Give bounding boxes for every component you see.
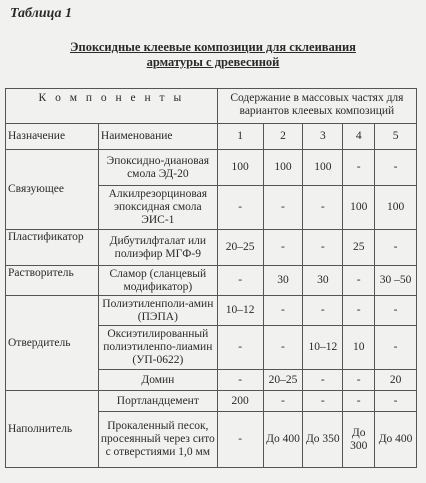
value-cell: -: [263, 296, 303, 326]
value-cell: 20–25: [217, 230, 263, 266]
component-name: Полиэтиленполи-амин (ПЭПА): [98, 296, 217, 326]
variant-header: 1: [217, 124, 263, 150]
value-cell: 30: [263, 266, 303, 296]
header-row-2: [6, 124, 417, 150]
value-cell: 30: [303, 266, 343, 296]
variant-header: 2: [263, 124, 303, 150]
value-cell: -: [375, 296, 417, 326]
table-row: [6, 230, 417, 266]
value-cell: -: [303, 391, 343, 412]
value-cell: -: [343, 391, 375, 412]
component-name: Сламор (сланцевый модификатор): [98, 266, 217, 296]
value-cell: -: [217, 326, 263, 370]
component-name: Прокаленный песок, просеянный через сито с отверстиями 1,0 мм: [98, 412, 217, 468]
value-cell: -: [217, 266, 263, 296]
value-cell: 10: [343, 326, 375, 370]
value-cell: 10–12: [217, 296, 263, 326]
value-cell: -: [375, 230, 417, 266]
value-cell: -: [217, 370, 263, 391]
value-cell: 25: [343, 230, 375, 266]
value-cell: -: [303, 296, 343, 326]
table-row: [6, 266, 417, 296]
value-cell: 200: [217, 391, 263, 412]
value-cell: До 350: [303, 412, 343, 468]
composition-table: [5, 88, 417, 468]
table-caption: Таблица 1: [10, 6, 72, 21]
value-cell: -: [343, 296, 375, 326]
value-cell: -: [303, 370, 343, 391]
component-name: Дибутилфталат или полиэфир МГФ-9: [98, 230, 217, 266]
title-line-2: арматуры с древесиной: [146, 55, 280, 69]
purpose-cell: Связующее: [6, 150, 99, 230]
component-name: Алкилрезорциновая эпоксидная смола ЭИС-1: [98, 186, 217, 230]
value-cell: -: [343, 266, 375, 296]
component-name: Портландцемент: [98, 391, 217, 412]
name-header: Наименование: [98, 124, 217, 150]
value-cell: -: [263, 391, 303, 412]
purpose-header: Назначение: [6, 124, 99, 150]
purpose-cell: Растворитель: [6, 266, 99, 296]
variant-header: 4: [343, 124, 375, 150]
header-row-1: [6, 89, 417, 124]
value-cell: 10–12: [303, 326, 343, 370]
value-cell: -: [303, 186, 343, 230]
component-name: Эпоксидно-диановая смола ЭД-20: [98, 150, 217, 186]
value-cell: 100: [217, 150, 263, 186]
value-cell: До 400: [263, 412, 303, 468]
table-row: [6, 296, 417, 326]
value-cell: -: [375, 150, 417, 186]
value-cell: -: [375, 391, 417, 412]
table-title: [0, 40, 426, 70]
value-cell: 100: [263, 150, 303, 186]
purpose-cell: Пластификатор: [6, 230, 99, 266]
value-cell: -: [263, 326, 303, 370]
value-cell: До 300: [343, 412, 375, 468]
variant-header: 3: [303, 124, 343, 150]
component-name: Оксиэтилированный полиэтиленпо-лиамин (УП-0622): [98, 326, 217, 370]
value-cell: -: [375, 326, 417, 370]
content-header: Содержание в массовых частях для вариантов клеевых композиций: [217, 89, 416, 124]
value-cell: 100: [375, 186, 417, 230]
value-cell: -: [303, 230, 343, 266]
value-cell: -: [343, 370, 375, 391]
table-row: [6, 391, 417, 412]
components-header: К о м п о н е н т ы: [6, 89, 218, 124]
value-cell: 20–25: [263, 370, 303, 391]
value-cell: 100: [343, 186, 375, 230]
purpose-cell: Наполнитель: [6, 391, 99, 468]
value-cell: 100: [303, 150, 343, 186]
table-row: [6, 150, 417, 186]
value-cell: -: [217, 186, 263, 230]
value-cell: 20: [375, 370, 417, 391]
title-line-1: Эпоксидные клеевые композиции для склеивания: [70, 40, 356, 54]
value-cell: -: [343, 150, 375, 186]
value-cell: 30 –50: [375, 266, 417, 296]
value-cell: -: [217, 412, 263, 468]
value-cell: До 400: [375, 412, 417, 468]
component-name: Домин: [98, 370, 217, 391]
value-cell: -: [263, 186, 303, 230]
purpose-cell: Отвердитель: [6, 296, 99, 391]
value-cell: -: [263, 230, 303, 266]
variant-header: 5: [375, 124, 417, 150]
